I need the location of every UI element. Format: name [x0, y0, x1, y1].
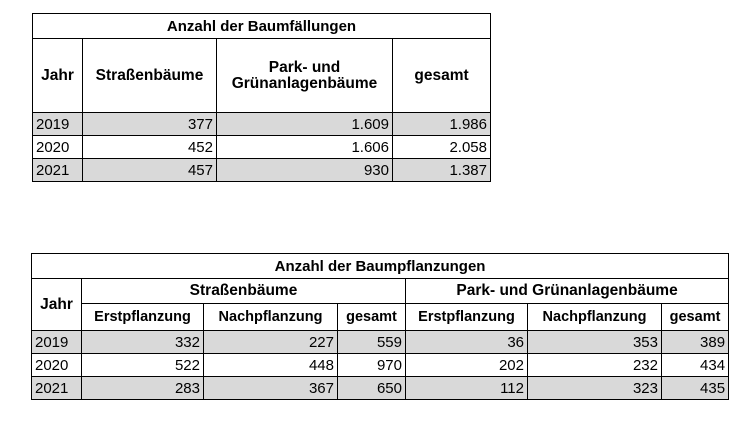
col-header-nachpflanzung: Nachpflanzung	[204, 304, 338, 331]
cell-jahr: 2020	[33, 136, 83, 159]
cell-s-gesamt: 559	[338, 331, 406, 354]
cell-s-nach: 448	[204, 354, 338, 377]
cell-park: 1.606	[217, 136, 393, 159]
col-header-park-line2: Grünanlagenbäume	[231, 74, 378, 92]
cell-s-erst: 283	[82, 377, 204, 400]
group-header-park: Park- und Grünanlagenbäume	[406, 279, 729, 304]
table-title: Anzahl der Baumpflanzungen	[32, 254, 729, 279]
cell-p-erst: 36	[406, 331, 528, 354]
cell-p-nach: 353	[528, 331, 662, 354]
cell-park: 1.609	[217, 113, 393, 136]
table-row	[32, 354, 729, 377]
cell-strassen: 457	[83, 159, 217, 182]
cell-jahr: 2021	[33, 159, 83, 182]
cell-p-erst: 112	[406, 377, 528, 400]
cell-jahr: 2021	[32, 377, 82, 400]
cell-gesamt: 2.058	[393, 136, 491, 159]
table-row	[33, 159, 491, 182]
cell-jahr: 2020	[32, 354, 82, 377]
table-row	[33, 113, 491, 136]
cell-s-gesamt: 650	[338, 377, 406, 400]
baumpflanzungen-table	[31, 253, 729, 400]
col-header-gesamt: gesamt	[338, 304, 406, 331]
table-row	[32, 331, 729, 354]
cell-strassen: 452	[83, 136, 217, 159]
col-header-park	[217, 39, 393, 113]
group-header-strassenbaeume: Straßenbäume	[82, 279, 406, 304]
cell-p-gesamt: 389	[662, 331, 729, 354]
cell-p-nach: 232	[528, 354, 662, 377]
col-header-gesamt: gesamt	[662, 304, 729, 331]
cell-p-erst: 202	[406, 354, 528, 377]
col-header-strassenbaeume: Straßenbäume	[83, 39, 217, 113]
cell-s-erst: 522	[82, 354, 204, 377]
col-header-jahr: Jahr	[33, 39, 83, 113]
col-header-erstpflanzung: Erstpflanzung	[82, 304, 204, 331]
cell-jahr: 2019	[32, 331, 82, 354]
table-title: Anzahl der Baumfällungen	[33, 14, 491, 39]
col-header-park-line1: Park- und	[268, 59, 341, 76]
cell-s-nach: 227	[204, 331, 338, 354]
table-row	[32, 377, 729, 400]
cell-strassen: 377	[83, 113, 217, 136]
cell-p-gesamt: 434	[662, 354, 729, 377]
cell-jahr: 2019	[33, 113, 83, 136]
cell-s-gesamt: 970	[338, 354, 406, 377]
col-header-erstpflanzung: Erstpflanzung	[406, 304, 528, 331]
cell-gesamt: 1.387	[393, 159, 491, 182]
cell-s-erst: 332	[82, 331, 204, 354]
cell-s-nach: 367	[204, 377, 338, 400]
col-header-gesamt: gesamt	[393, 39, 491, 113]
cell-gesamt: 1.986	[393, 113, 491, 136]
col-header-nachpflanzung: Nachpflanzung	[528, 304, 662, 331]
cell-p-gesamt: 435	[662, 377, 729, 400]
cell-park: 930	[217, 159, 393, 182]
baumfaellungen-table	[32, 13, 491, 182]
cell-p-nach: 323	[528, 377, 662, 400]
table-row	[33, 136, 491, 159]
col-header-jahr: Jahr	[32, 279, 82, 331]
